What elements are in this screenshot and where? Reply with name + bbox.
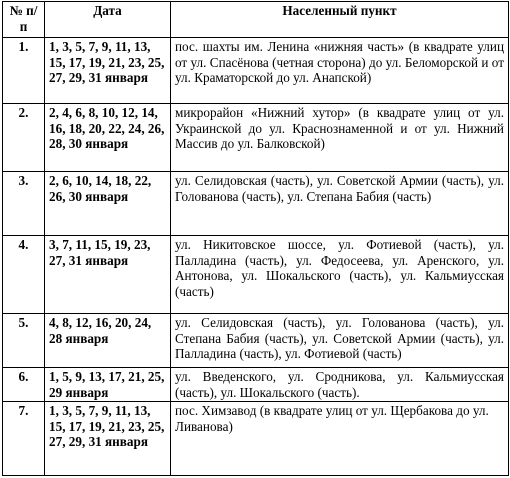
row-place: пос. Химзавод (в квадрате улиц от ул. Щербакова до ул. Ливанова)	[171, 402, 509, 476]
table-row	[3, 236, 509, 314]
row-place: ул. Никитовское шоссе, ул. Фотиевой (часть), ул. Палладина (часть), ул. Федосеева, ул. Аренского, ул. Антонова, ул. Шокальского (часть), ул. Кальмиусская (часть)	[171, 236, 509, 314]
header-row	[3, 2, 509, 38]
row-dates: 4, 8, 12, 16, 20, 24, 28 января	[45, 314, 171, 368]
header-num: № п/п	[3, 2, 45, 38]
header-date: Дата	[45, 2, 171, 38]
row-number: 6.	[3, 368, 45, 402]
table-row	[3, 172, 509, 236]
row-dates: 1, 3, 5, 7, 9, 11, 13, 15, 17, 19, 21, 23, 25, 27, 29, 31 января	[45, 38, 171, 104]
table-row	[3, 38, 509, 104]
row-place: пос. шахты им. Ленина «нижняя часть» (в квадрате улиц от ул. Спасёнова (четная сторона) до ул. Беломорской и от ул. Краматорской до ул. Анапской)	[171, 38, 509, 104]
row-dates: 3, 7, 11, 15, 19, 23, 27, 31 января	[45, 236, 171, 314]
schedule-table	[2, 1, 509, 476]
row-number: 5.	[3, 314, 45, 368]
row-number: 4.	[3, 236, 45, 314]
row-number: 1.	[3, 38, 45, 104]
row-number: 3.	[3, 172, 45, 236]
row-place: микрорайон «Нижний хутор» (в квадрате улиц от ул. Украинской до ул. Краснознаменной и от ул. Нижний Массив до ул. Балковской)	[171, 104, 509, 172]
row-number: 2.	[3, 104, 45, 172]
row-dates: 2, 4, 6, 8, 10, 12, 14, 16, 18, 20, 22, 24, 26, 28, 30 января	[45, 104, 171, 172]
row-dates: 1, 5, 9, 13, 17, 21, 25, 29 января	[45, 368, 171, 402]
row-dates: 2, 6, 10, 14, 18, 22, 26, 30 января	[45, 172, 171, 236]
header-place: Населенный пункт	[171, 2, 509, 38]
table-row	[3, 314, 509, 368]
row-place: ул. Введенского, ул. Сродникова, ул. Кальмиусская (часть), ул. Шокальского (часть).	[171, 368, 509, 402]
row-place: ул. Селидовская (часть), ул. Советской Армии (часть), ул. Голованова (часть), ул. Степана Бабия (часть)	[171, 172, 509, 236]
table-row	[3, 104, 509, 172]
row-number: 7.	[3, 402, 45, 476]
table-row	[3, 368, 509, 402]
row-place: ул. Селидовская (часть), ул. Голованова (часть), ул. Степана Бабия (часть), ул. Советской Армии (часть), ул. Палладина (часть), ул. Фотиевой (часть)	[171, 314, 509, 368]
row-dates: 1, 3, 5, 7, 9, 11, 13, 15, 17, 19, 21, 23, 25, 27, 29, 31 января	[45, 402, 171, 476]
table-row	[3, 402, 509, 476]
